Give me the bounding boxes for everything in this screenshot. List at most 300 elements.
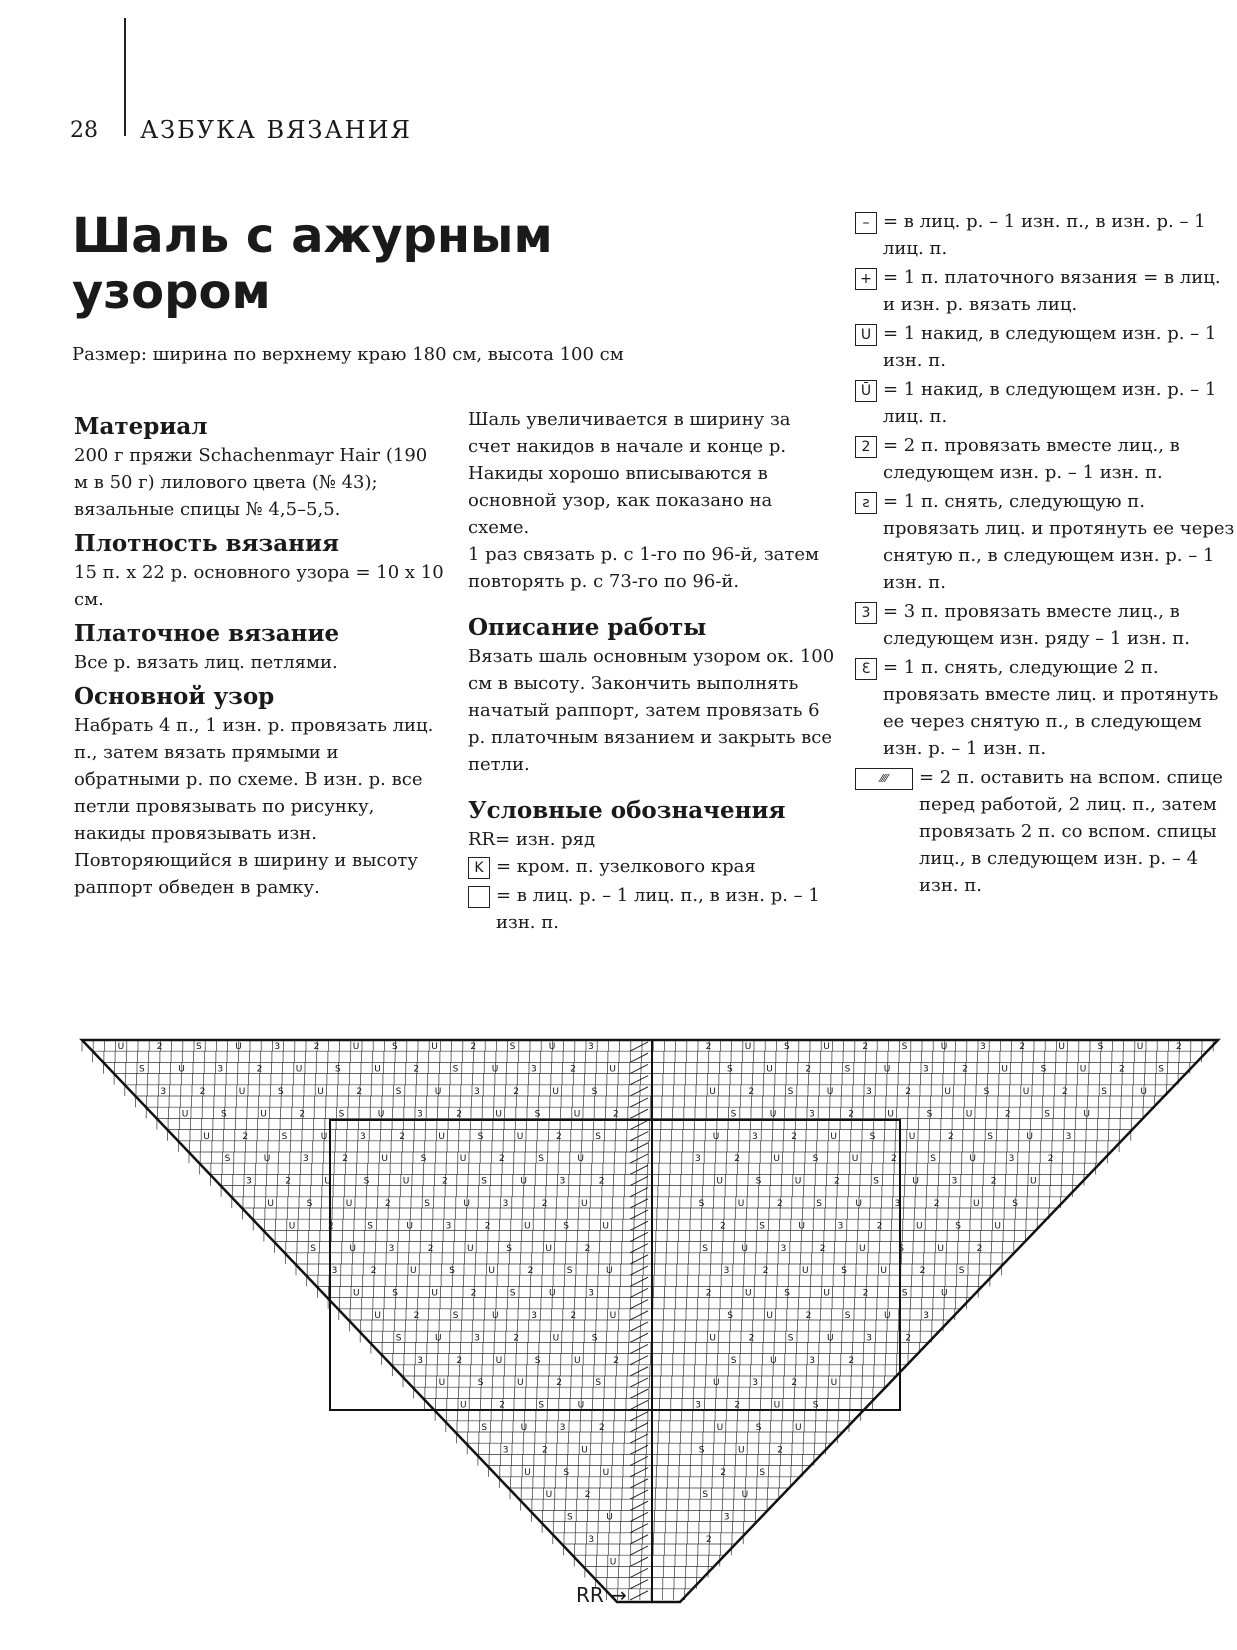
chart-stitch-symbol: S: [784, 1042, 790, 1053]
chart-stitch-symbol: S: [395, 1087, 402, 1097]
cable-symbol: ⁄⁄⁄⁄: [855, 768, 913, 790]
chart-stitch-symbol: U: [973, 1199, 980, 1209]
chart-stitch-symbol: 2: [470, 1042, 477, 1053]
chart-stitch-symbol: 3: [474, 1333, 480, 1344]
chart-stitch-symbol: 2: [385, 1199, 391, 1209]
legend-text: = 2 п. оставить на вспом. спице перед работой, 2 лиц. п., затем провязать 2 п. со вспом. спицы лиц., в следующем изн. р. – 4 изн. п.: [919, 767, 1223, 896]
cable-mark: [630, 1568, 648, 1577]
yarn-over-symbol: U: [855, 324, 877, 346]
chart-stitch-symbol: U: [549, 1288, 556, 1299]
legend-text: = 1 накид, в следующем изн. р. – 1 лиц. п.: [883, 379, 1217, 427]
chart-stitch-symbol: U: [431, 1288, 438, 1299]
chart-stitch-symbol: S: [567, 1512, 573, 1523]
chart-stitch-symbol: U: [516, 1131, 524, 1142]
chart-stitch-symbol: U: [716, 1176, 723, 1187]
chart-stitch-symbol: S: [139, 1064, 145, 1075]
chart-stitch-symbol: U: [488, 1266, 495, 1277]
density-text: 15 п. х 22 р. основного узора = 10 х 10 см.: [74, 562, 444, 610]
chart-stitch-symbol: U: [320, 1131, 328, 1142]
chart-stitch-symbol: U: [1079, 1064, 1087, 1075]
chart-stitch-symbol: 2: [1119, 1064, 1125, 1075]
chart-stitch-symbol: 2: [613, 1355, 619, 1366]
chart-stitch-symbol: 2: [791, 1131, 797, 1142]
chart-stitch-symbol: U: [438, 1378, 446, 1389]
legend-heading: Условные обозначения: [468, 797, 786, 824]
chart-stitch-symbol: 3: [695, 1400, 701, 1411]
chart-stitch-symbol: U: [459, 1154, 467, 1165]
chart-stitch-symbol: S: [452, 1311, 459, 1321]
chart-stitch-symbol: U: [548, 1042, 556, 1053]
chart-stitch-symbol: S: [812, 1154, 819, 1165]
chart-stitch-symbol: S: [698, 1445, 705, 1456]
legend-text: = 1 п. платочного вязания = в лиц. и изн. р. вязать лиц.: [883, 267, 1221, 315]
purl-symbol: –: [855, 212, 877, 234]
chart-stitch-symbol: S: [727, 1064, 733, 1075]
chart-stitch-symbol: S: [898, 1243, 904, 1254]
chart-stitch-symbol: 3: [531, 1064, 537, 1075]
chart-stitch-symbol: U: [969, 1154, 976, 1165]
chart-stitch-symbol: U: [267, 1199, 274, 1209]
chart-stitch-symbol: S: [1040, 1064, 1047, 1075]
chart-stitch-symbol: S: [278, 1087, 284, 1097]
chart-stitch-symbol: 2: [584, 1490, 591, 1501]
chart-stitch-symbol: U: [491, 1064, 499, 1075]
chart-stitch-symbol: U: [324, 1176, 331, 1187]
chart-stitch-symbol: 2: [584, 1243, 591, 1254]
chart-stitch-symbol: 2: [370, 1266, 377, 1277]
chart-stitch-symbol: S: [392, 1288, 398, 1299]
chart-stitch-symbol: S: [987, 1131, 993, 1142]
chart-stitch-symbol: U: [716, 1423, 724, 1433]
chart-stitch-symbol: 2: [570, 1311, 577, 1321]
chart-stitch-symbol: 2: [720, 1467, 726, 1478]
chart-stitch-symbol: 2: [848, 1109, 854, 1120]
chart-stitch-symbol: U: [1026, 1131, 1033, 1142]
chart-stitch-symbol: 2: [1019, 1042, 1025, 1053]
cable-mark: [630, 1199, 648, 1208]
legend-blank-text: = в лиц. р. – 1 лиц. п., в изн. р. – 1 изн. п.: [496, 885, 820, 933]
cable-mark: [630, 1423, 648, 1432]
chart-stitch-symbol: U: [235, 1042, 242, 1053]
chart-stitch-symbol: S: [566, 1266, 573, 1277]
chart-stitch-symbol: 3: [752, 1378, 758, 1389]
chart-stitch-symbol: U: [606, 1266, 613, 1277]
chart-stitch-symbol: U: [181, 1109, 189, 1120]
chart-stitch-symbol: 2: [891, 1154, 897, 1165]
chart-stitch-symbol: U: [883, 1064, 891, 1075]
chart-stitch-symbol: 3: [417, 1109, 423, 1120]
chart-stitch-symbol: S: [477, 1131, 484, 1142]
chart-stitch-symbol: 2: [456, 1109, 462, 1120]
chart-stitch-symbol: U: [830, 1131, 837, 1142]
intro-text-1: Шаль увеличивается в ширину за счет накидов в начале и конце р. Накиды хорошо вписываются в основной узор, как показано на схеме.: [468, 409, 791, 538]
chart-stitch-symbol: 2: [299, 1109, 306, 1120]
chart-stitch-symbol: 2: [762, 1266, 769, 1277]
cable-mark: [630, 1087, 648, 1096]
cable-mark: [630, 1389, 648, 1398]
legend-text: = 1 п. снять, следующие 2 п. провязать вместе лиц. и протянуть ее через снятую п., в следующем изн. р. – 1 изн. п.: [883, 657, 1219, 759]
chart-stitch-symbol: 2: [748, 1333, 755, 1344]
chart-stitch-symbol: 3: [837, 1221, 844, 1232]
chart-stitch-symbol: U: [826, 1087, 834, 1097]
chart-stitch-symbol: 2: [342, 1154, 348, 1165]
chart-stitch-symbol: U: [381, 1154, 388, 1165]
chart-stitch-symbol: U: [317, 1087, 324, 1097]
chart-stitch-symbol: S: [784, 1288, 790, 1299]
chart-stitch-symbol: 3: [1008, 1154, 1015, 1165]
chart-stitch-symbol: U: [431, 1042, 438, 1053]
chart-stitch-symbol: 3: [274, 1042, 281, 1053]
chart-stitch-symbol: 2: [862, 1042, 869, 1053]
chart-stitch-symbol: 2: [242, 1131, 249, 1142]
chart-stitch-symbol: U: [117, 1042, 125, 1053]
chart-stitch-symbol: 3: [246, 1176, 252, 1187]
chart-stitch-symbol: 2: [734, 1154, 740, 1165]
chart-stitch-symbol: S: [755, 1423, 762, 1433]
chart-stitch-symbol: U: [402, 1176, 410, 1187]
chart-stitch-symbol: U: [766, 1311, 773, 1321]
chart-stitch-symbol: S: [534, 1355, 541, 1366]
chart-stitch-symbol: S: [481, 1423, 488, 1433]
chart-stitch-symbol: 3: [752, 1131, 758, 1142]
chart-stitch-symbol: 3: [866, 1333, 872, 1344]
chart-stitch-symbol: 3: [559, 1423, 566, 1433]
chart-stitch-symbol: 2: [541, 1199, 548, 1209]
chart-stitch-symbol: 3: [923, 1311, 929, 1321]
chart-stitch-symbol: 3: [923, 1064, 929, 1075]
chart-stitch-symbol: 2: [413, 1064, 420, 1075]
cable-mark: [630, 1098, 648, 1107]
chart-stitch-symbol: S: [844, 1064, 851, 1075]
chart-stitch-symbol: 2: [990, 1176, 997, 1187]
chart-stitch-symbol: U: [745, 1288, 752, 1299]
chart-stitch-symbol: U: [467, 1243, 474, 1254]
cable-mark: [630, 1132, 648, 1141]
chart-stitch-symbol: S: [730, 1109, 737, 1120]
chart-stitch-symbol: 2: [777, 1199, 783, 1209]
chart-stitch-symbol: U: [609, 1557, 617, 1568]
chart-stitch-symbol: U: [238, 1087, 246, 1097]
page-number: 28: [70, 118, 98, 143]
chart-stitch-symbol: U: [709, 1087, 716, 1097]
chart-stitch-symbol: U: [1083, 1109, 1090, 1120]
chart-stitch-symbol: 2: [542, 1445, 548, 1456]
chart-stitch-symbol: U: [573, 1109, 581, 1120]
chart-stitch-symbol: 3: [502, 1199, 509, 1209]
chart-stitch-symbol: S: [591, 1087, 598, 1097]
chart-stitch-symbol: U: [495, 1355, 503, 1366]
cable-mark: [630, 1557, 648, 1566]
chart-stitch-symbol: U: [438, 1131, 445, 1142]
chart-stitch-symbol: 2: [1005, 1109, 1011, 1120]
chart-stitch-symbol: U: [944, 1087, 951, 1097]
chart-stitch-symbol: U: [492, 1311, 499, 1321]
cable-mark: [630, 1434, 648, 1443]
chart-stitch-symbol: S: [534, 1109, 541, 1120]
chart-stitch-symbol: S: [367, 1221, 373, 1232]
density-heading: Плотность вязания: [74, 530, 340, 557]
chart-stitch-symbol: U: [737, 1199, 745, 1209]
chart-stitch-symbol: U: [260, 1109, 267, 1120]
cable-mark: [630, 1042, 648, 1051]
chart-stitch-symbol: U: [1022, 1087, 1030, 1097]
chart-stitch-symbol: 2: [705, 1288, 712, 1299]
chart-stitch-symbol: 3: [980, 1042, 986, 1053]
chart-stitch-symbol: U: [434, 1087, 442, 1097]
chart-stitch-symbol: 3: [217, 1064, 224, 1075]
cable-mark: [630, 1188, 648, 1197]
chart-stitch-symbol: 2: [834, 1176, 840, 1187]
chart-stitch-symbol: 3: [588, 1288, 594, 1299]
chart-stitch-symbol: S: [449, 1266, 455, 1277]
chart-stitch-symbol: 2: [484, 1221, 491, 1232]
chart-stitch-symbol: 2: [805, 1064, 812, 1075]
chart-stitch-symbol: S: [481, 1176, 487, 1187]
chart-stitch-symbol: 2: [328, 1221, 334, 1232]
chart-stitch-symbol: U: [773, 1154, 780, 1165]
chart-stitch-symbol: 3: [809, 1355, 815, 1366]
chart-stitch-symbol: S: [363, 1176, 370, 1187]
chart-stitch-symbol: 3: [780, 1243, 787, 1254]
chart-stitch-symbol: S: [873, 1176, 879, 1187]
chart-stitch-symbol: U: [880, 1266, 887, 1277]
cable-mark: [630, 1232, 648, 1241]
chart-stitch-symbol: U: [887, 1109, 894, 1120]
chart-stitch-symbol: 2: [598, 1176, 605, 1187]
chart-stitch-symbol: U: [794, 1176, 802, 1187]
chart-stitch-symbol: S: [538, 1400, 545, 1411]
chart-stitch-symbol: S: [420, 1154, 427, 1165]
chart-stitch-symbol: S: [727, 1311, 733, 1321]
chart-stitch-symbol: 2: [962, 1064, 968, 1075]
chart-stitch-symbol: U: [581, 1199, 588, 1209]
chart-stitch-symbol: U: [545, 1490, 553, 1501]
chart-stitch-symbol: 3: [894, 1199, 901, 1209]
chart-stitch-symbol: U: [524, 1221, 531, 1232]
chart-stitch-symbol: U: [1058, 1042, 1065, 1053]
chart-stitch-symbol: S: [787, 1087, 794, 1097]
cable-mark: [630, 1535, 648, 1544]
chart-stitch-symbol: U: [738, 1445, 745, 1456]
chart-stitch-symbol: U: [410, 1266, 417, 1277]
chart-stitch-symbol: 3: [559, 1176, 566, 1187]
chart-stitch-symbol: 3: [723, 1266, 730, 1277]
chart-stitch-symbol: U: [823, 1042, 830, 1053]
chart-stitch-symbol: U: [520, 1176, 527, 1187]
chart-stitch-symbol: U: [374, 1311, 381, 1321]
chart-stitch-symbol: U: [606, 1512, 613, 1523]
chart-stitch-symbol: U: [795, 1423, 802, 1433]
chart-stitch-symbol: U: [517, 1378, 524, 1389]
chart-stitch-symbol: U: [352, 1042, 360, 1053]
chart-stitch-symbol: U: [712, 1131, 720, 1142]
work-text: Вязать шаль основным узором ок. 100 см в высоту. Закончить выполнять начатый раппорт, затем провязать 6 р. платочным вязанием и закрыть все петли.: [468, 646, 835, 775]
cable-mark: [630, 1479, 648, 1488]
chart-stitch-symbol: U: [545, 1243, 552, 1254]
chart-stitch-symbol: 2: [777, 1445, 783, 1456]
chart-stitch-symbol: S: [698, 1199, 705, 1209]
chart-stitch-symbol: U: [912, 1176, 919, 1187]
chart-stitch-symbol: 2: [933, 1199, 940, 1209]
chart-stitch-symbol: U: [802, 1266, 809, 1277]
chart-stitch-symbol: S: [901, 1288, 908, 1299]
chart-stitch-symbol: U: [770, 1355, 777, 1366]
chart-stitch-symbol: 3: [866, 1087, 872, 1097]
cable-mark: [630, 1176, 648, 1185]
chart-stitch-symbol: 2: [556, 1378, 562, 1389]
material-heading: Материал: [74, 413, 208, 440]
chart-stitch-symbol: U: [830, 1378, 838, 1389]
chart-stitch-symbol: S: [901, 1042, 908, 1053]
chart-stitch-symbol: 2: [706, 1535, 712, 1545]
chart-stitch-symbol: S: [926, 1109, 933, 1120]
chart-stitch-symbol: U: [851, 1154, 859, 1165]
chart-stitch-symbol: 2: [919, 1266, 926, 1277]
chart-stitch-symbol: U: [577, 1154, 584, 1165]
chart-stitch-symbol: U: [937, 1243, 944, 1254]
cable-mark: [630, 1591, 648, 1600]
chart-stitch-symbol: 2: [613, 1109, 619, 1120]
chart-stitch-symbol: S: [1012, 1199, 1018, 1209]
chart-stitch-symbol: 3: [360, 1131, 366, 1142]
sk2p-symbol: Ɛ: [855, 658, 877, 680]
pattern-heading: Основной узор: [74, 683, 275, 710]
yarn-over-purl-symbol: Ū: [855, 380, 877, 402]
chart-stitch-symbol: 2: [1047, 1154, 1054, 1165]
cable-mark: [630, 1333, 648, 1342]
chart-stitch-symbol: 2: [199, 1087, 206, 1097]
legend-text: = в лиц. р. – 1 изн. п., в изн. р. – 1 лиц. п.: [883, 211, 1206, 259]
chart-stitch-symbol: S: [306, 1199, 313, 1209]
chart-stitch-symbol: 2: [513, 1333, 520, 1344]
chart-stitch-symbol: 3: [303, 1154, 309, 1165]
chart-stitch-symbol: S: [955, 1221, 961, 1232]
garter-heading: Платочное вязание: [74, 620, 340, 647]
chart-stitch-symbol: U: [941, 1288, 948, 1299]
chart-grid: [82, 1040, 1218, 1600]
article-title: Шаль с ажурным узором: [72, 208, 553, 320]
chart-stitch-symbol: S: [841, 1266, 847, 1277]
rr-text: RR= изн. ряд: [468, 829, 596, 850]
chart-stitch-symbol: U: [581, 1445, 588, 1456]
chart-stitch-symbol: U: [1140, 1087, 1147, 1097]
chart-stitch-symbol: S: [1158, 1064, 1164, 1075]
chart-stitch-symbol: U: [741, 1490, 749, 1501]
chart-stitch-symbol: U: [1030, 1176, 1037, 1187]
chart-stitch-symbol: 2: [556, 1131, 562, 1142]
chart-stitch-symbol: U: [602, 1467, 610, 1478]
chart-stitch-symbol: S: [196, 1042, 202, 1053]
chart-stitch-symbol: 2: [442, 1176, 448, 1187]
chart-stitch-symbol: 2: [399, 1131, 405, 1142]
chart-stitch-symbol: 2: [499, 1400, 505, 1411]
chart-stitch-symbol: S: [506, 1243, 512, 1254]
cable-mark: [630, 1120, 648, 1129]
chart-stitch-symbol: U: [908, 1131, 916, 1142]
chart-stitch-symbol: 2: [427, 1243, 434, 1254]
cable-mark: [630, 1277, 648, 1286]
chart-stitch-symbol: U: [741, 1243, 748, 1254]
chart-stitch-symbol: S: [563, 1221, 569, 1232]
cable-mark: [630, 1288, 648, 1297]
chart-stitch-symbol: S: [1101, 1087, 1107, 1097]
cable-mark: [630, 1412, 648, 1421]
chart-stitch-symbol: U: [709, 1333, 716, 1344]
chart-stitch-symbol: S: [812, 1400, 819, 1411]
chart-stitch-symbol: U: [288, 1221, 296, 1232]
chart-stitch-symbol: S: [221, 1109, 227, 1120]
chart-stitch-symbol: U: [609, 1064, 616, 1075]
chart-stitch-symbol: 2: [456, 1355, 463, 1366]
chart-stitch-symbol: S: [335, 1064, 341, 1075]
chart-stitch-symbol: U: [406, 1221, 413, 1232]
chart-stitch-symbol: 2: [413, 1311, 420, 1321]
chart-stitch-symbol: U: [295, 1064, 303, 1075]
legend-text: = 2 п. провязать вместе лиц., в следующем изн. р. – 1 изн. п.: [883, 435, 1180, 483]
skp-symbol: ꙅ: [855, 492, 877, 514]
legend-text: = 3 п. провязать вместе лиц., в следующем изн. ряду – 1 изн. п.: [883, 601, 1191, 649]
chart-stitch-symbol: 2: [876, 1221, 883, 1232]
chart-stitch-symbol: 2: [848, 1355, 855, 1366]
cable-mark: [630, 1445, 648, 1454]
chart-stitch-symbol: 2: [734, 1400, 741, 1411]
chart-stitch-symbol: S: [477, 1378, 484, 1389]
cable-mark: [630, 1322, 648, 1331]
chart-stitch-symbol: U: [552, 1333, 560, 1344]
chart-stitch-symbol: 3: [474, 1087, 480, 1097]
chart-stitch-symbol: U: [577, 1400, 585, 1411]
chart-stitch-symbol: 2: [905, 1333, 912, 1344]
chart-stitch-symbol: 3: [331, 1266, 338, 1277]
chart-stitch-symbol: U: [766, 1064, 773, 1075]
chart-stitch-symbol: 3: [160, 1087, 167, 1097]
cable-mark: [630, 1512, 648, 1521]
cable-mark: [630, 1053, 648, 1062]
chart-stitch-symbol: 2: [748, 1087, 755, 1097]
cable-mark: [630, 1524, 648, 1533]
work-heading: Описание работы: [468, 614, 707, 641]
chart-stitch-symbol: 2: [819, 1243, 826, 1254]
chart-stitch-symbol: 2: [570, 1064, 576, 1075]
rr-row-label: RR →: [576, 1583, 627, 1607]
chart-stitch-symbol: 2: [356, 1087, 363, 1097]
size-line: Размер: ширина по верхнему краю 180 см, высота 100 см: [72, 344, 624, 365]
chart-stitch-symbol: 2: [905, 1087, 911, 1097]
chart-stitch-symbol: 2: [976, 1243, 983, 1254]
chart-stitch-symbol: S: [1097, 1042, 1104, 1053]
chart-stitch-symbol: U: [744, 1042, 752, 1053]
chart-stitch-symbol: U: [460, 1400, 467, 1411]
legend-k-text: = кром. п. узелкового края: [496, 856, 756, 877]
cable-mark: [630, 1546, 648, 1555]
chart-stitch-symbol: 3: [588, 1535, 595, 1545]
chart-stitch-symbol: S: [509, 1288, 516, 1299]
chart-stitch-symbol: U: [349, 1243, 356, 1254]
chart-stitch-symbol: U: [859, 1243, 866, 1254]
chart-stitch-symbol: S: [702, 1243, 708, 1254]
cable-mark: [630, 1210, 648, 1219]
chart-stitch-symbol: 2: [948, 1131, 954, 1142]
cable-mark: [630, 1300, 648, 1309]
chart-stitch-symbol: 3: [723, 1512, 730, 1523]
chart-stitch-symbol: S: [730, 1355, 737, 1366]
chart-stitch-symbol: S: [338, 1109, 345, 1120]
chart-stitch-symbol: U: [884, 1311, 891, 1321]
chart-stitch-symbol: 3: [531, 1311, 537, 1321]
chart-stitch-symbol: 3: [951, 1176, 958, 1187]
k2tog-symbol: 2: [855, 436, 877, 458]
chart-stitch-symbol: U: [773, 1400, 781, 1411]
